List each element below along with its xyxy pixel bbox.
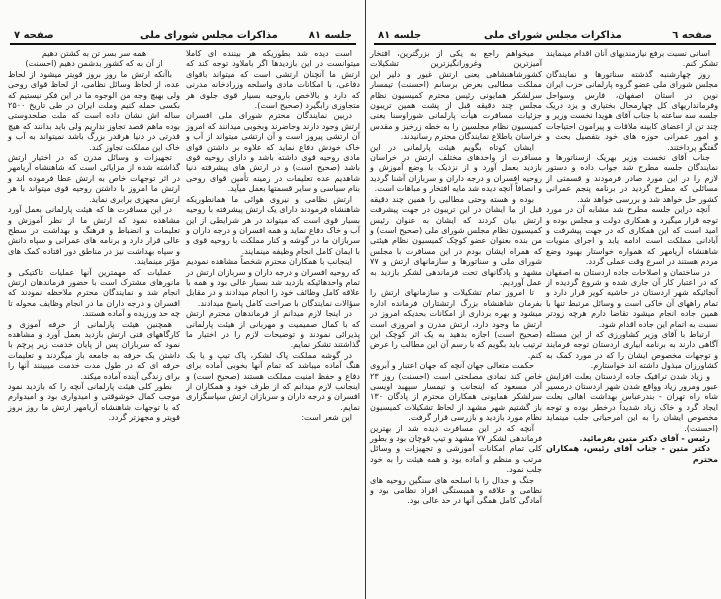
paragraph	[546, 443, 718, 464]
paragraph: روز چهارشنبه گذشته سناتورها و نمایندگان مجلس شورای ملی عضو گروه پارلمانی حزب ایران نوین در استان اصفهان، فارس وسواحل وفرمانداریهای کل چهارمحال بختیاری و یزد دریک جلسه سه ساعته با جناب آقای هویدا نخست وزیر و چند تن از اعضای کابینه ملاقات و پیرامون احتیاجات و امور عمرانی حوزه های خود بتفصیل بحث و گفتگو پرداختند.	[546, 68, 718, 152]
right-page-header	[374, 28, 716, 45]
paragraph: ارتش نظامی و نیروی هوائی ما همانطوریکه شاهنشاه فرمودند دارای یک ارتش پیشرفته با روحیه بسیار قوی است که میتواند در هر شرایطی از این آب و خاک دفاع نماید و همه افسران و درجه داران و سربازان ما در گوشه و کنار مملکت با روحیه قوی و با ایمان کامل انجام وظیفه مینمایند.	[186, 193, 360, 256]
right-page-inner-column	[370, 48, 542, 506]
paragraph: دربین نمایندگان محترم شورای ملی افسران ارتش وجود دارند وحاضرند وبخوبی میدانند که امروز آن ارتشی پیروز است و آن ارتشی میتواند از آب و خاک خودش دفاع نماید که علاوه بر داشتن قوای مادی روحیه قوی داشته باشد و دارای روحیه قوی باشد (صحیح است) و در ارتش های پیشرفته دنیا شاهدیم عده تعلیمات در زمینه تأمین قوای روحی بنام سیاسی و سایر قسمتها بعمل میآید.	[186, 110, 360, 194]
paragraph: ارتباط با آقای وزیر کشاورزی که از این مسئله آگاهی دارند به برنامه آبیاری اردستان توجه فرمایند و توجهات مخصوص ایشان را که در مورد کمک به کشاورزان مبذول داشته اند خواستارم.	[546, 328, 718, 371]
journal-title: مذاکرات مجلس شورای ملی	[140, 30, 278, 41]
paragraph	[546, 433, 718, 443]
paragraph: آنچه که در این مسافرت دیده شد از بهترین فرماندهی لشکر ۷۷ مشهد و تیپ قوچان بود و بطور کلی تمام امکانات آموزشی و تجهیزات و وسائل مرتب و منظم و آماده بود و همه هیئت را به خود جلب نمود.	[370, 422, 542, 475]
paragraph: جنگ و جدال را با اسلحه های سنگین روحیه های نظامی و علاقه و همبستگی افراد نظامی بود و آمادگی کامل همگی آنها در حد عالی بود.	[370, 474, 542, 506]
paragraph: اسانی نسبت برفع نیازمندیهای آنان اقدام مینمایند تشکر کنم.	[546, 48, 718, 69]
paragraph: جناب آقای نخست وزیر بهریک ازسناتورها و نمایندگان جلسه مطرح شد جواب داده و دستور لازم را در این مورد صادر فرمودند و قسمتی از مسائلی که مطرح گردید در برنامه پنجم عمرانی کشور حل خواهد شد و بررسی خواهد شد.	[546, 152, 718, 204]
paragraph: در اینجا لازم میدانم از فرماندهان محترم ارتش که با کمال صمیمیت و مهربانی از هیئت پارلمانی پذیرائی نمودند و توضیحات لازم را در اختیار ما گذاشتند تشکر نمایم.	[186, 308, 360, 350]
paragraph: اینجانب با همکاران محترم شخصاً مشاهده نمودیم که روحیه افسران و درجه داران و سربازان ارتش در تمام واحدهائیکه بازدید شد بسیار عالی بود و همه با علاقه کامل وظائف خود را انجام میدادند و در مقابل سؤالات نمایندگان با صراحت کامل پاسخ میدادند.	[186, 256, 360, 308]
paragraph: و زیاد شدن ترافیک جاده اردستان بعلت افزایش عبور ومرور زیاد وواقع شدن شهر اردستان درمسیر شاه راه تهران - بندرعباس بهداشت اهالی بعلت ایجاد گرد و خاک زیاد شدیداً درخطر بوده و توجه مخصوص ایشان را به این امرحیاتی جلب مینماید (احسنت).	[546, 370, 718, 433]
paragraph: ایشان کوتاه بگویم هیئت پارلمانی در این مسافرت از واحدهای مختلف ارتش در خراسان بازدید بعمل آورد و از نزدیک با وضع آموزش و روحیه افسران و درجه داران و سربازان آشنا گردید و انصافاً آنچه دیده شد مایه افتخار و مباهات است.	[370, 141, 542, 194]
paragraph: بطور کلی هیئت پارلمانی آنچه را که بازدید نمود موجب کمال خوشوقتی و امیدواری بود و امیدوارم که با توجهات شاهنشاه آریامهر ارتش ما روز بروز قویتر و مجهزتر گردد.	[8, 381, 180, 423]
paragraph: تا امروز تمام تشکیلات و سازمانهای ارتش را بفرمان شاهنشاه بزرگ ارتشتاران فرمانده اداره میشود و بهره برداری از امکانات بحدیکه امروز در ارتش ما وجود دارد، ارتش مدرن و امروزی است (صحیح است) اجازه بدهید به یک اثر کوچک این ترتیب باید بگویم که با رسم آن این مطالب را عرض کنم.	[370, 287, 542, 360]
left-page-outer-column	[8, 48, 180, 423]
page-number: صفحه ۷	[14, 30, 54, 41]
paragraph: باآنکه ارتش ما روز بروز قویتر میشود از لحاظ عده، از لحاظ وسائل نظامی، از لحاظ قوای روحی ولی بهیچ وجه من الوجوه ما در این فکر نیستیم که بکسی حمله کنیم وملت ایران در طی تاریخ ۲۵۰۰ ساله اش نشان داده است که ملت صلحدوستی بوده ماهم قصد تجاوز نداریم ولی باید بدانند که هیچ قدرتی در دنیا هرقدر بزرگ باشد نمیتواند به آب و خاک این مملکت تجاوز کند.	[8, 68, 180, 152]
speaker-line: دکتر متین - جناب آقای رئیس، همکاران محترم	[546, 443, 718, 464]
journal-title: مذاکرات مجلس شورای ملی	[484, 30, 622, 41]
paragraph: در این مسافرت ها که هیئت پارلمانی بعمل آورد مشاهده نمود که ارتش ما از نظر آموزش و تعلیمات و انضباط و فرهنگ و بهداشت در سطح عالی قرار دارد و برنامه های عمرانی و سپاه دانش و سپاه بهداشت نیز در مناطق دور افتاده کمک های مؤثر مینمایند.	[8, 204, 180, 267]
paragraph: در گوشه مملکت پاک لشکر، پاک تیپ و یا یک هنگ آماده میباشد که تمام آنها بخوبی آماده برای دفاع و حفظ امنیت مملکت هستند (صحیح است) و اینجانب لازم میدانم که از طرف خود و همکاران از افسران و درجه داران و سربازان ارتش سپاسگزاری نمایم.	[186, 349, 360, 412]
speaker-line: رئیس - آقای دکتر متین بفرمائید.	[579, 433, 710, 444]
paragraph: است دیده شد بطوریکه هر بیننده ای کاملا میتوانست در این بازدیدها اگر باملاود توجه کند که ارتش ما آنچنان ارتشی است که میتواند باقوای دفاعی، با امکانات مادی واسلحه وزرادخانه مدرنی که دارد و بالاخص باروحیه بسیار قوی جلوی هر متجاوزی رابگیرد (صحیح است).	[186, 48, 360, 111]
paragraph: بوده و هسته وحتی مطالبی را همین چند دقیقه قبل از ما ایشان در این تریبون در جهت پیشرفت ارتش بیان کردند که ایشان به عنوان رئیس کمیسیون نظام مجلس شورای ملی (صحیح است) و من بنده بعنوان عضو کوچک کمیسیون نظام هیئتی که همراه ایشان بودم در این مسافرت با مجلس شورای ملی و سناتورها و سازمانهای ارتش و ۷۷ مشهد و پادگانهای تحت فرماندهی لشکر بازدید به عمل آوردیم.	[370, 193, 542, 287]
paragraph: میخواهم راجع به یکی از بزرگترین، افتخار آمیزترین وغرورانگیزترین تشکیلات کشورشاهنشاهی یعنی ارتش غیور و دلیر این مملکت مطالبی بعرض برسانم (احسنت) تیمسار سرلشکر همایونی رئیس محترم کمیسیون نظام مجلس چند دقیقه قبل از پشت همین تریبون جزئیات مسافرت هیأت پارلمانی شوراوسنا یعنی کمیسیون نظام مجلسین را به خطه زرخیز و مقدس خراسان باطلاع نمایندگان محترم رسانیدند.	[370, 48, 542, 142]
paragraph: این شعر است:	[301, 412, 352, 423]
page-gutter	[365, 0, 366, 599]
paragraph: تجهیزات و وسائل مدرن که در اختیار ارتش گذاشته شده از مزایائی است که شاهنشاه آریامهر در اثر توجهات خاص به ارتش عطا فرموده اند و ارتش ما امروز با داشتن روحیه قوی میتواند با هر ارتش مجهزی برابری نماید.	[8, 152, 180, 204]
paragraph: همچنین هیئت پارلمانی از حرفه آموزی و کارگاههای فنی ارتش بازدید بعمل آورد و مشاهده نمود که سربازان پس از پایان خدمت زیر پرچم با داشتن یک حرفه به جامعه باز میگردند و تعلیمات حرفه ای که در طول مدت خدمت میبینند آنها را برای زندگی آینده آماده میکند.	[8, 318, 180, 381]
page-number: صفحه ٦	[672, 30, 712, 41]
paragraph: عملیات که مهمترین آنها عملیات تاکتیکی و مانورهای مشترک است با حضور فرماندهان ارتش انجام شد و نمایندگان محترم ملاحظه نمودند که افسران و درجه داران ما در انجام وظایف محوله تا چه حد ورزیده و آماده هستند.	[8, 266, 180, 319]
paragraph: حکمت متعالی جهان آنچه که جهان اعتبار و آبروی خاص کند نمادی مصلحتی است (احسنت) روز ۲۳ آذر مسعود که اینجانب و تیمسار سپهبد اویسی سرلشکر همایونی همکاران محترم از پادگان ۱۳۰ باز گشتیم شهر مشهد از لحاظ تشکیلات کمیسیون نظام مورد بازدید و بازرسی قرار گرفت.	[370, 360, 542, 423]
paragraph: از آن به که کشور بدشمن دهیم (احسنت)	[25, 58, 163, 69]
right-page-outer-column	[546, 48, 718, 464]
session-number: جلسه ۸۱	[378, 30, 422, 41]
left-page-header	[10, 28, 356, 45]
left-page-inner-column	[186, 48, 360, 423]
paragraph: همه سر بسر تن به کشتن دهیم	[41, 48, 147, 58]
session-number: جلسه ۸۱	[308, 30, 352, 41]
paragraph: آنچه دراین جلسه مطرح شد مشابه آن در مورد توجه قرار میگیرد و همکاری دولت و مجلس بوده و امید است که این همکاری که در جهت پیشرفت و آبادانی مملکت است ادامه یابد و اجرای منویات شاهنشاه آریامهر که همواره خواستار بهبود وضع مردم هستند در اسرع وقت عملی گردد.	[546, 204, 718, 267]
paragraph: در ساختمان و اصلاحات جاده اردستان به اصفهان که در اعتبار کار آن جاری شده و شروع گردیده از آنجائیکه شهر اردستان در حاشیه کویر قرار دارد و تمام راههای آن خاکی است و وسائل مرتبط تنها با همین جاده انجام میشود تقاضا دارم هرچه زودتر نسبت به اتمام این جاده اقدام شود.	[546, 266, 718, 329]
